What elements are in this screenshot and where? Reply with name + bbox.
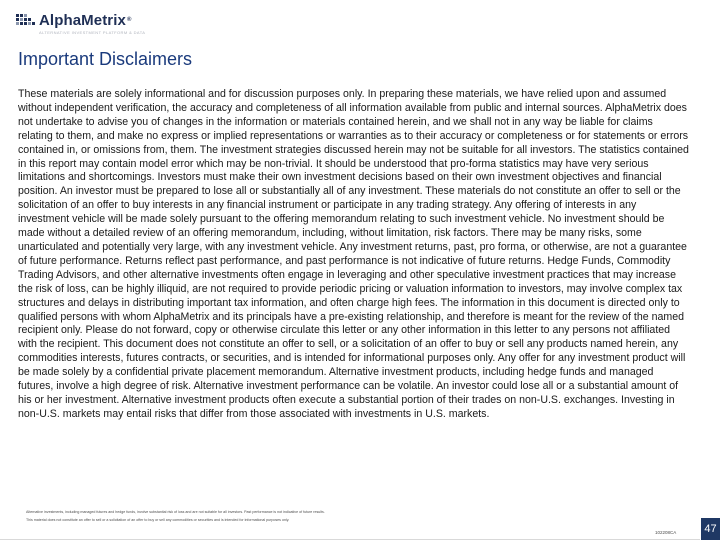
alphametrix-logo-mark-icon xyxy=(16,14,36,28)
company-logo xyxy=(16,13,145,35)
footnote-offer: This material does not constitute an offer to sell or a solicitation of an offer to buy or sell any commodities or securities and is intended for informational purposes only. xyxy=(26,518,290,522)
logo-tagline: ALTERNATIVE INVESTMENT PLATFORM & DATA xyxy=(39,30,146,35)
page-title: Important Disclaimers xyxy=(18,49,193,69)
page-number-badge: 47 xyxy=(701,518,720,540)
document-code: 102208CA xyxy=(655,530,677,535)
disclaimer-body: These materials are solely informational and for discussion purposes only. In preparing these materials, we have relied upon and assumed without independent verification, the accuracy and completeness of all information available from public and internal sources. AlphaMetrix does not undertake to advise you of changes in the information or materials contained herein, and we shall not in any way be liable for claims relating to them, and make no express or implied representations or warranties as to their accuracy or completeness or for statements or errors contained in, or omissions from, them. The investment strategies discussed herein may not be suitable for all investors. The statistics contained in this report may contain model error which may be non-trivial. It should be understood that pro-forma statistics may have very serious limitations and shortcomings. Investors must make their own investment decisions based on their own investment objectives and financial position. An investor must be prepared to lose all or substantially all of any investment. These materials do not constitute an offer to sell or the solicitation of an offer to buy interests in any financial instrument or participate in any trading strategy. Any offering of interests in any investment vehicle will be made solely pursuant to the offering memorandum relating to such investment vehicle. No investment should be made without a detailed review of an offering memorandum, including, without limitation, risk factors. There may be many risks, some unarticulated and potentially very large, with any investment vehicle. Any investment returns, past, pro forma, or otherwise, are not a guarantee of future performance. Returns reflect past performance, and past performance is not indicative of future returns. Hedge Funds, Commodity Trading Advisors, and other alternative investments often engage in leveraging and other speculative investment practices that may increase the risk of loss, can be highly illiquid, are not required to provide periodic pricing or valuation information to investors, may involve complex tax structures and delays in distributing important tax information, and often charge high fees. The information in this document is directed only to qualified persons with whom AlphaMetrix and its principals have a pre-existing relationship, and therefore is meant for the review of the named recipient only. Please do not forward, copy or otherwise circulate this letter or any other information in this letter to any persons not affiliated with the recipient. This document does not constitute an offer to sell, or a solicitation of an offer to buy or sell any products named herein, any commodities interests, futures contracts, or securities, and is intended for informational purposes only. Any offer for any investment product will be made solely by a confidential private placement memorandum. Alternative investment products, including hedge funds and managed futures, involve a high degree of risk. Alternative investment performance can be volatile. An investor could lose all or a substantial amount of his or her investment. Alternative investment products often execute a substantial portion of their trades on non-U.S. exchanges. Investing in non-U.S. markets may entail risks that differ from those associated with investments in U.S. markets. xyxy=(18,88,689,420)
logo-wordmark: AlphaMetrix® xyxy=(39,12,132,29)
footnote-risk: Alternative investments, including managed futures and hedge funds, involve substantial risk of loss and are not suitable for all investors. Past performance is not indicative of future results. xyxy=(26,510,325,514)
